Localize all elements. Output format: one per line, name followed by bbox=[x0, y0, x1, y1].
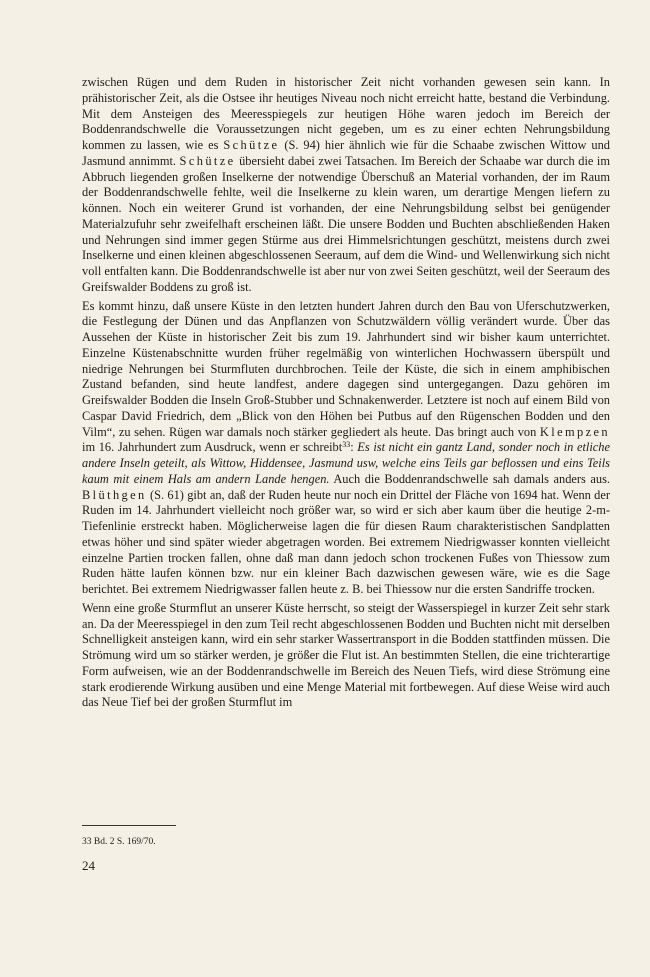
text-run: im 16. Jahrhundert zum Ausdruck, wenn er schreibt bbox=[82, 440, 343, 455]
footnote-rule bbox=[82, 825, 176, 826]
text-run: : bbox=[350, 440, 358, 455]
text-run: (S. 61) gibt an, daß der Ruden heute nur noch ein Drittel der Fläche von 1694 hat. Wenn der Ruden im 14. Jahrhundert vielleicht noch größer war, so wird er sich aber kaum über die heutige 2-m-Tiefenlinie erstreckt haben. Möglicherweise lagen die für diesen Raum charakteristischen Sandplatten etwas höher und sind später wieder abgetragen worden. Bei extremem Niedrigwasser konnten vielleicht einzelne Partien trocken fallen, ohne daß man dann jedoch schon trockenen Fußes von Thiessow zum Ruden hätte laufen können bzw. nur ein kleiner Bach dazwischen gewesen wäre, wie es die Sage berichtet. Bei extremem Niedrigwasser fallen heute z. B. bei Thiessow nur die ersten Sandriffe trocken. bbox=[82, 487, 610, 596]
author-name: Klempzen bbox=[539, 424, 610, 439]
text-run: Es kommt hinzu, daß unsere Küste in den letzten hundert Jahren durch den Bau von Uferschutzwerken, die Festlegung der Dünen und das Anpflanzen von Schutzwäldern völlig verändert wurde. Über das Aussehen der Küste in historischer Zeit bis zum 19. Jahrhundert sind wir bisher kaum unterrichtet. Einzelne Küstenabschnitte wurden früher regelmäßig von winterlichen Hochwassern überspült und niedrige Nehrungen bei Sturmfluten durchbrochen. Teile der Küste, die sich in einem amphibischen Zustand befanden, sind heute landfest, andere dagegen sind untergegangen. Dazu gehören im Greifswalder Bodden die Inseln Groß-Stubber und Schnakenwerder. Letztere ist noch auf einem Bild von Caspar David Friedrich, dem „Blick von den Höhen bei Putbus auf den Rügenschen Bodden und den Vilm“, zu sehen. Rügen war damals noch stärker gegliedert als heute. Das bringt auch von bbox=[82, 298, 610, 439]
text-run: übersieht dabei zwei Tatsachen. Im Bereich der Schaabe war durch die im Abbruch liegenden großen Inselkerne der notwendige Überschuß an Material vorhanden, der im Raum der Boddenrandschwelle fehlte, weil die Inselkerne zu klein waren, um derartige Mengen liefern zu können. Noch ein weiterer Grund ist vorhanden, der eine Nehrungsbildung selbst bei genügender Materialzufuhr sehr zweifelhaft erscheinen läßt. Die unsere Bodden und Buchten abschließenden Haken und Nehrungen sind immer gegen Stürme aus drei Himmelsrichtungen geschützt, meistens durch zwei Inselkerne und einen kleinen abgeschlossenen Seeraum, auf dem die Wind- und Wellenwirkung sich nicht voll entfalten kann. Die Boddenrandschwelle ist aber nur von zwei Seiten geschützt, weil der Seeraum des Greifswalder Boddens zu groß ist. bbox=[82, 153, 610, 294]
body-text bbox=[82, 75, 610, 714]
footnote-ref: 33 bbox=[342, 440, 351, 450]
quotation: Es ist nicht ein gantz Land, sonder noch in etliche andere Inseln geteilt, als Wittow, Hiddensee, Jasmund usw, welche eins Teils gar beflossen und eins Teils kaum mit einem Hals am andern Lande hengen. bbox=[82, 440, 610, 486]
text-run: Auch die Boddenrandschwelle sah damals anders aus. bbox=[329, 471, 610, 486]
author-name: Schütze bbox=[179, 153, 236, 168]
paragraph bbox=[82, 299, 610, 598]
paragraph bbox=[82, 75, 610, 296]
text-run: zwischen Rügen und dem Ruden in historischer Zeit nicht vorhanden gewesen sein kann. In prähistorischer Zeit, als die Ostsee ihr heutiges Niveau noch nicht erreicht hatte, bestand die Verbindung. Mit dem Ansteigen des Meeresspiegels zur heutigen Höhe waren jedoch im Bereich der Boddenrandschwelle die Voraussetzungen nicht gegeben, um es zu einer echten Nehrungsbildung kommen zu lassen, wie es bbox=[82, 75, 610, 152]
page-number: 24 bbox=[82, 858, 95, 873]
author-name: Blüthgen bbox=[82, 487, 147, 502]
text-run: Wenn eine große Sturmflut an unserer Küste herrscht, so steigt der Wasserspiegel in kurzer Zeit sehr stark an. Da der Meeresspiegel in den zum Teil recht abgeschlossenen Bodden und Buchten nicht mit derselben Schnelligkeit ansteigen kann, wird ein sehr starker Wassertransport in die Bodden stattfinden müssen. Die Strömung wird um so stärker werden, je größer die Flut ist. An bestimmten Stellen, die eine trichterartige Form aufweisen, wie an der Boddenrandschwelle im Bereich des Neuen Tiefs, wird diese Strömung eine stark erodierende Wirkung ausüben und eine Menge Material mit fortbewegen. Auf diese Weise wird auch das Neue Tief bei der großen Sturmflut im bbox=[82, 600, 610, 710]
text-run: (S. 94) hier ähnlich wie für die Schaabe zwischen Wittow und Jasmund annimmt. bbox=[82, 138, 610, 168]
paragraph bbox=[82, 601, 610, 711]
footnote: 33 Bd. 2 S. 169/70. bbox=[82, 837, 156, 847]
author-name: Schütze bbox=[223, 138, 280, 152]
